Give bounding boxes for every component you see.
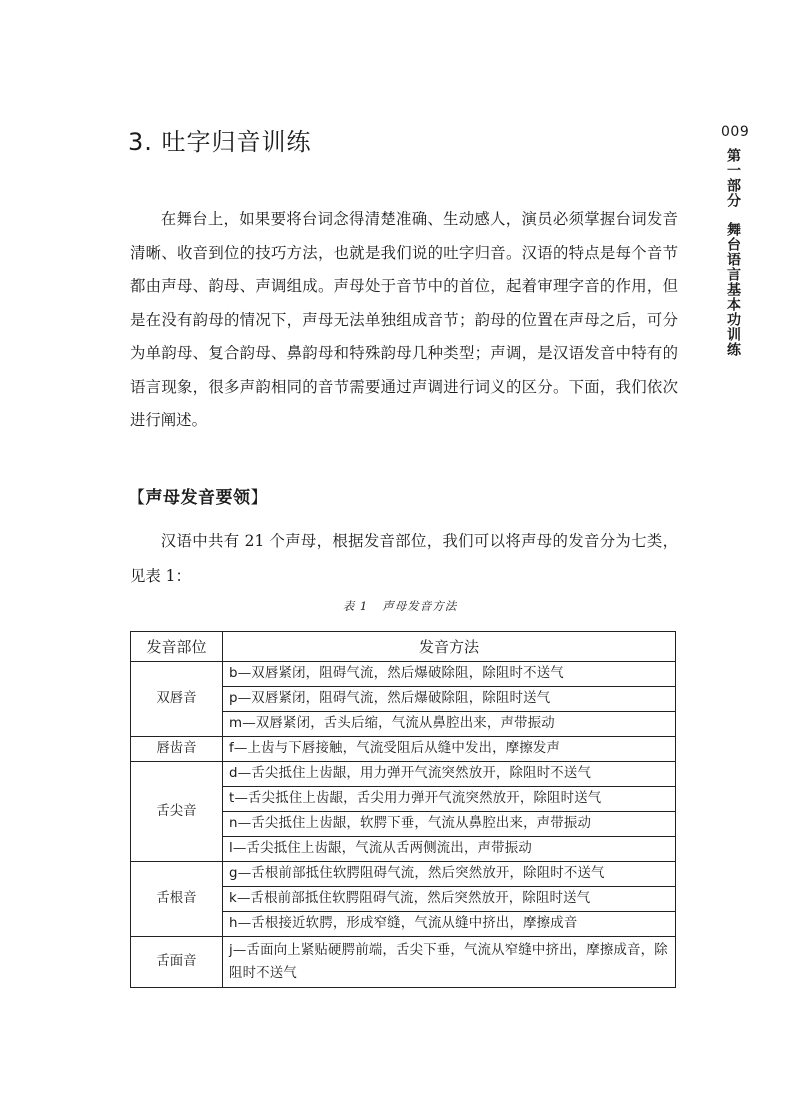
method-text: —舌尖抵住上齿龈，软腭下垂，气流从鼻腔出来，声带振动: [237, 816, 592, 831]
initials-table: [130, 631, 676, 988]
table-caption: [0, 598, 800, 614]
initial-letter: h: [229, 916, 238, 931]
method-cell: [223, 912, 676, 937]
place-cell: 双唇音: [131, 662, 223, 737]
table-row: [131, 862, 676, 887]
header-method: 发音方法: [223, 632, 676, 662]
initial-letter: f: [229, 741, 234, 756]
initial-letter: p: [229, 691, 238, 706]
running-head-title: 舞台语言基本功训练: [725, 222, 741, 357]
method-text: —舌根接近软腭，形成窄缝，气流从缝中挤出，摩擦成音: [237, 916, 578, 931]
table-header-row: [131, 632, 676, 662]
method-cell: [223, 662, 676, 687]
method-cell: [223, 887, 676, 912]
section-title: 3. 吐字归音训练: [128, 128, 312, 156]
initial-letter: d: [229, 766, 238, 781]
place-cell: 舌尖音: [131, 762, 223, 862]
method-text: —双唇紧闭，阻碍气流，然后爆破除阻，除阻时送气: [237, 691, 551, 706]
table-caption-title: 声母发音方法: [382, 599, 458, 613]
place-cell: 舌根音: [131, 862, 223, 937]
method-cell: [223, 787, 676, 812]
table-row: [131, 937, 676, 988]
method-text: —舌尖抵住上齿龈，舌尖用力弹开气流突然放开，除阻时送气: [234, 791, 602, 806]
subsection-title: 声母发音要领: [145, 488, 251, 508]
initial-letter: n: [229, 816, 238, 831]
running-head: [721, 148, 745, 357]
running-head-part: 第一部分: [725, 148, 741, 208]
method-text: —双唇紧闭，阻碍气流，然后爆破除阻，除阻时不送气: [237, 666, 564, 681]
table-row: [131, 662, 676, 687]
initial-letter: l: [229, 841, 233, 856]
table-body: [131, 662, 676, 988]
method-cell: [223, 812, 676, 837]
method-text: —舌尖抵住上齿龈，用力弹开气流突然放开，除阻时不送气: [237, 766, 592, 781]
page-number: 009: [721, 124, 750, 140]
method-text: —舌面向上紧贴硬腭前端，舌尖下垂，气流从窄缝中挤出，摩擦成音，除阻时不送气: [229, 943, 668, 981]
subsection-open-bracket: 【: [128, 488, 146, 508]
subsection-heading: [128, 483, 268, 508]
method-cell: [223, 937, 676, 988]
table-row: [131, 762, 676, 787]
initial-letter: b: [229, 666, 238, 681]
method-cell: [223, 837, 676, 862]
method-cell: [223, 862, 676, 887]
method-text: —舌根前部抵住软腭阻碍气流，然后突然放开，除阻时不送气: [237, 866, 605, 881]
initial-letter: t: [229, 791, 235, 806]
method-text: —上齿与下唇接触，气流受阻后从缝中发出，摩擦发声: [233, 741, 561, 756]
place-cell: 舌面音: [131, 937, 223, 988]
method-cell: [223, 737, 676, 762]
place-cell: 唇齿音: [131, 737, 223, 762]
initial-letter: j: [229, 943, 233, 958]
lead-paragraph: 汉语中共有 21 个声母，根据发音部位，我们可以将声母的发音分为七类，见表 1：: [130, 532, 678, 585]
subsection-close-bracket: 】: [250, 488, 268, 508]
table-caption-number: 表 1: [342, 599, 369, 613]
header-place: 发音部位: [131, 632, 223, 662]
initial-letter: m: [229, 716, 243, 731]
method-text: —舌根前部抵住软腭阻碍气流，然后突然放开，除阻时送气: [236, 891, 591, 906]
method-cell: [223, 712, 676, 737]
method-text: —双唇紧闭，舌头后缩，气流从鼻腔出来，声带振动: [242, 716, 555, 731]
method-cell: [223, 762, 676, 787]
intro-paragraph: 在舞台上，如果要将台词念得清楚准确、生动感人，演员必须掌握台词发音清晰、收音到位的技巧方法，也就是我们说的吐字归音。汉语的特点是每个音节都由声母、韵母、声调组成。声母处于音节中的首位，起着审理字音的作用，但是在没有韵母的情况下，声母无法单独组成音节；韵母的位置在声母之后，可分为单韵母、复合韵母、鼻韵母和特殊韵母几种类型；声调，是汉语发音中特有的语言现象，很多声韵相同的音节需要通过声调进行词义的区分。下面，我们依次进行阐述。: [130, 210, 678, 429]
initial-letter: g: [229, 866, 238, 881]
initial-letter: k: [229, 891, 237, 906]
table-row: [131, 737, 676, 762]
method-cell: [223, 687, 676, 712]
method-text: —舌尖抵住上齿龈，气流从舌两侧流出，声带振动: [232, 841, 532, 856]
